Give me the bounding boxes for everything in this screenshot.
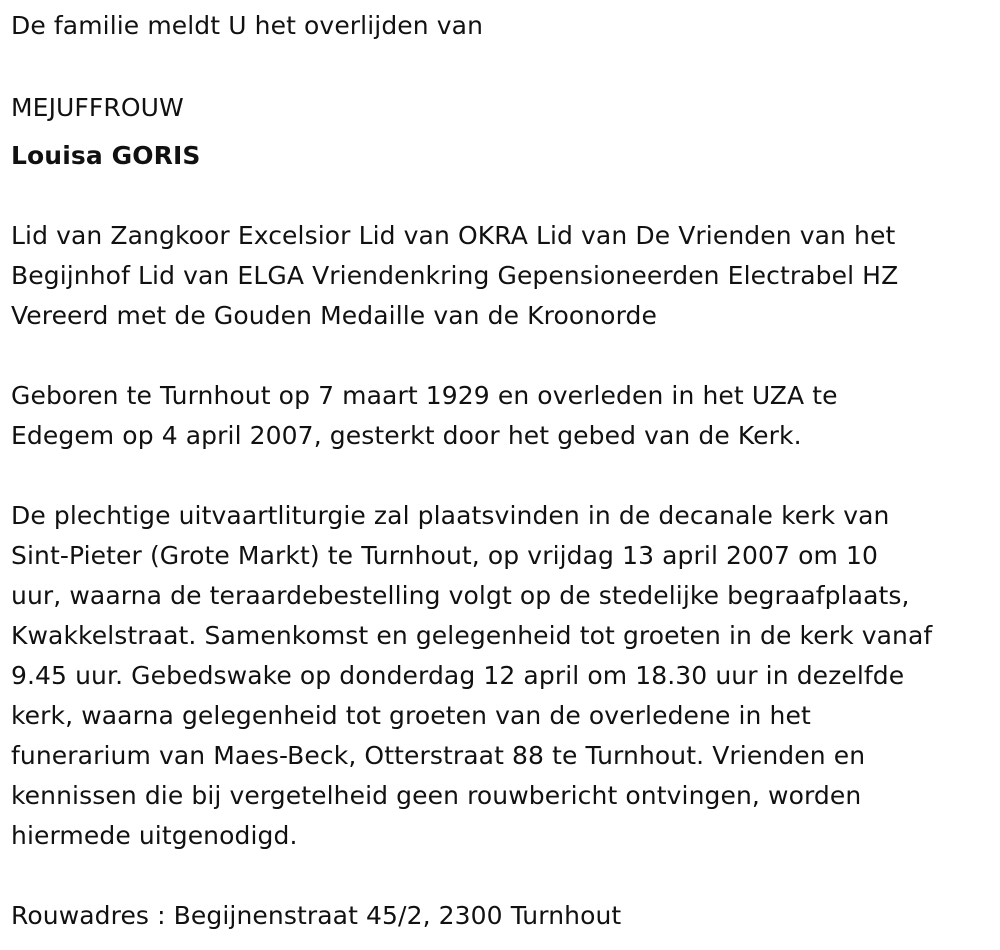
intro-text: De familie meldt U het overlijden van [11, 11, 484, 40]
memberships-line: Vereerd met de Gouden Medaille van de Kroonorde [11, 301, 657, 330]
memberships-line: Lid van Zangkoor Excelsior Lid van OKRA Lid van De Vrienden van het [11, 221, 896, 250]
funeral-line: 9.45 uur. Gebedswake op donderdag 12 april om 18.30 uur in dezelfde [11, 661, 905, 690]
funeral-line: De plechtige uitvaartliturgie zal plaatsvinden in de decanale kerk van [11, 501, 890, 530]
funeral-line: Sint-Pieter (Grote Markt) te Turnhout, op vrijdag 13 april 2007 om 10 [11, 541, 879, 570]
birth-death-line: Edegem op 4 april 2007, gesterkt door het gebed van de Kerk. [11, 421, 802, 450]
spacer [11, 46, 991, 86]
spacer [11, 176, 991, 216]
funeral-line: kennissen die bij vergetelheid geen rouwbericht ontvingen, worden [11, 781, 862, 810]
memberships-paragraph [11, 216, 991, 336]
birth-death-paragraph [11, 376, 991, 456]
funeral-line: uur, waarna de teraardebestelling volgt op de stedelijke begraafplaats, [11, 581, 910, 610]
memberships-line: Begijnhof Lid van ELGA Vriendenkring Gepensioneerden Electrabel HZ [11, 261, 899, 290]
funeral-line: kerk, waarna gelegenheid tot groeten van de overledene in het [11, 701, 811, 730]
birth-death-line: Geboren te Turnhout op 7 maart 1929 en overleden in het UZA te [11, 381, 838, 410]
funeral-paragraph [11, 496, 991, 856]
honorific-title: MEJUFFROUW [11, 93, 184, 122]
funeral-line: Kwakkelstraat. Samenkomst en gelegenheid tot groeten in de kerk vanaf [11, 621, 933, 650]
deceased-name: Louisa GORIS [11, 141, 201, 170]
funeral-line: funerarium van Maes-Beck, Otterstraat 88 te Turnhout. Vrienden en [11, 741, 866, 770]
spacer [11, 856, 991, 896]
funeral-line: hiermede uitgenodigd. [11, 821, 298, 850]
mourning-address: Rouwadres : Begijnenstraat 45/2, 2300 Turnhout [11, 901, 622, 930]
spacer [11, 456, 991, 496]
spacer [11, 336, 991, 376]
death-notice [11, 6, 991, 936]
